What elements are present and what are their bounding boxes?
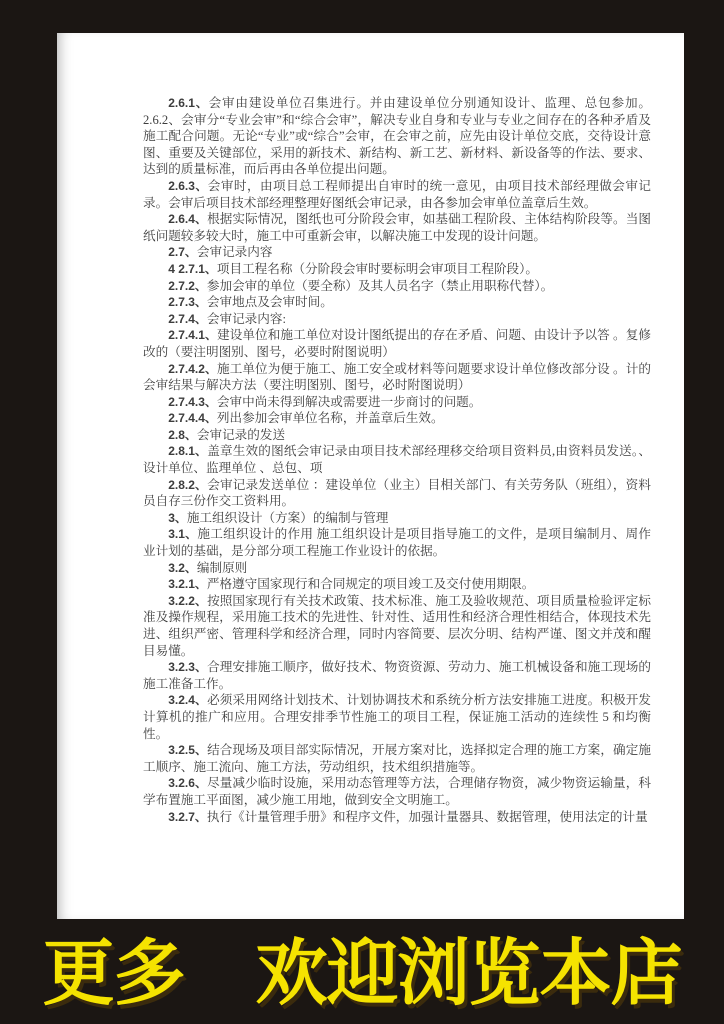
document-page bbox=[57, 33, 684, 919]
document-text-block bbox=[143, 95, 651, 825]
paragraph-number: 3.1、 bbox=[168, 527, 198, 542]
paragraph-number: 2.7.4.4、 bbox=[168, 411, 217, 426]
promo-banner-text: 更多 欢迎浏览本店 bbox=[42, 931, 682, 1015]
paragraph bbox=[143, 327, 651, 360]
paragraph bbox=[143, 261, 651, 278]
paragraph-number: 2.7.4、 bbox=[168, 311, 207, 326]
paragraph-text: 根据实际情况，图纸也可分阶段会审，如基础工程阶段、主体结构阶段等。当图纸问题较多较大时，施工中可重新会审，以解决施工中发现的设计问题。 bbox=[143, 212, 651, 243]
paragraph bbox=[143, 576, 651, 593]
paragraph-text: 按照国家现行有关技术政策、技术标准、施工及验收规范、项目质量检验评定标准及操作规程，采用施工技术的先进性、针对性、适用性和经济合理性相结合，体现技术先进、组织严密、管理科学和经济合理，同时内容简要、层次分明、结构严谨、图文并茂和醒目易懂。 bbox=[143, 593, 651, 658]
paragraph-text: 合理安排施工顺序，做好技术、物资资源、劳动力、施工机械设备和施工现场的施工准备工作。 bbox=[143, 660, 651, 691]
paragraph-text: 会审由建设单位召集进行。并由建设单位分别通知设计、监理、总包参加。 2.6.2、会审分“专业会审”和“综合会审”，解决专业自身和专业与专业之间存在的各种矛盾及施工配合问题。无论“专业”或“综合”会审，在会审之前，应先由设计单位交底，交待设计意图、重要及关键部位，采用的新技术、新结构、新工艺、新材料、新设备等的作法、要求、达到的质量标准，而后再由各单位提出问题。 bbox=[143, 96, 651, 177]
paragraph-number: 2.6.3、 bbox=[168, 178, 208, 193]
paragraph-number: 3.2.2、 bbox=[168, 593, 208, 608]
paragraph bbox=[143, 311, 651, 328]
paragraph-text: 建设单位和施工单位对设计图纸提出的存在矛盾、问题、由设计予以答 。复修改的（要注明图别、图号，必要时附图说明） bbox=[143, 328, 651, 359]
paragraph-number: 2.8.1、 bbox=[168, 444, 208, 459]
paragraph bbox=[143, 95, 651, 178]
paragraph bbox=[143, 294, 651, 311]
paragraph bbox=[143, 278, 651, 295]
paragraph bbox=[143, 427, 651, 444]
paragraph-number: 2.6.4、 bbox=[168, 212, 208, 227]
paragraph bbox=[143, 775, 651, 808]
paragraph-number: 3.2.6、 bbox=[168, 776, 208, 791]
paragraph-text: 列出参加会审单位名称，并盖章后生效。 bbox=[216, 411, 444, 426]
paragraph bbox=[143, 560, 651, 577]
paragraph bbox=[143, 809, 651, 826]
paragraph-text: 会审记录发送单位 ：建设单位（业主）目相关部门、有关劳务队（班组），资料员自存三份作交工资料用。 bbox=[143, 477, 651, 509]
paragraph bbox=[143, 443, 651, 476]
paragraph-text: 施工单位为便于施工、施工安全或材料等问题要求设计单位修改部分设 。计的会审结果与解决方法（要注明图别、图号，必时附图说明） bbox=[143, 361, 651, 393]
paragraph-text: 严格遵守国家现行和合同规定的项目竣工及交付使用期限。 bbox=[206, 577, 535, 592]
paragraph-number: 2.8、 bbox=[168, 427, 197, 442]
paragraph-number: 2.7.4.2、 bbox=[168, 361, 218, 376]
paragraph bbox=[143, 361, 651, 394]
paragraph-text: 会审记录的发送 bbox=[196, 427, 286, 442]
paragraph-number: 2.8.2、 bbox=[168, 477, 208, 492]
paragraph bbox=[143, 692, 651, 742]
paragraph bbox=[143, 394, 651, 411]
paragraph-text: 会审记录内容 bbox=[196, 245, 273, 260]
paragraph-text: 会审中尚未得到解决或需要进一步商讨的问题。 bbox=[216, 394, 482, 409]
paragraph-number: 2.6.1、 bbox=[168, 96, 209, 110]
paragraph bbox=[143, 477, 651, 510]
paragraph-number: 3.2.1、 bbox=[168, 577, 207, 592]
paragraph-text: 执行《计量管理手册》和程序文件，加强计量器具、数据管理，使用法定的计量 bbox=[206, 809, 648, 824]
paragraph-number: 3.2.5、 bbox=[168, 743, 208, 758]
paragraph-text: 施工组织设计的作用 施工组织设计是项目指导施工的文件，是项目编制月、周作业计划的基础，是分部分项工程施工作业设计的依据。 bbox=[143, 527, 651, 559]
paragraph-text: 会审时，由项目总工程师提出自审时的统一意见，由项目技术部经理做会审记录。会审后项目技术部经理整理好图纸会审记录，由各参加会审单位盖章后生效。 bbox=[143, 178, 651, 210]
paragraph-number: 2.7.4.3、 bbox=[168, 394, 217, 409]
paragraph-text: 结合现场及项目部实际情况，开展方案对比，选择拟定合理的施工方案，确定施工顺序、施工流向、施工方法，劳动组织，技术组织措施等。 bbox=[143, 743, 651, 774]
promo-banner bbox=[0, 931, 724, 1015]
paragraph-text: 会审记录内容: bbox=[206, 311, 286, 326]
paragraph-text: 必须采用网络计划技术、计划协调技术和系统分析方法安排施工进度。积极开发计算机的推广和应用。合理安排季节性施工的项目工程，保证施工活动的连续性 5 和均衡性。 bbox=[143, 693, 651, 741]
paragraph-number: 2.7.2、 bbox=[168, 278, 207, 293]
paragraph bbox=[143, 659, 651, 692]
paragraph-number: 2.7.4.1、 bbox=[168, 328, 218, 343]
paragraph bbox=[143, 244, 651, 261]
paragraph bbox=[143, 211, 651, 244]
paragraph-text: 施工组织设计（方案）的编制与管理 bbox=[186, 510, 389, 525]
paragraph-number: 2.7.3、 bbox=[168, 295, 207, 310]
paragraph-text: 编制原则 bbox=[196, 560, 248, 575]
paragraph-text: 盖章生效的图纸会审记录由项目技术部经理移交给项目资料员,由资料员发送。、设计单位、监理单位 、总包、项 bbox=[143, 444, 651, 476]
paragraph-number: 3.2.3、 bbox=[168, 660, 208, 675]
paragraph bbox=[143, 510, 651, 527]
paragraph-number: 2.7、 bbox=[168, 245, 197, 260]
paragraph-text: 参加会审的单位（要全称）及其人员名字（禁止用职称代替）。 bbox=[206, 278, 554, 293]
paragraph bbox=[143, 410, 651, 427]
paragraph bbox=[143, 593, 651, 659]
paragraph-number: 3、 bbox=[168, 510, 187, 525]
paragraph-text: 会审地点及会审时间。 bbox=[206, 295, 333, 310]
paragraph bbox=[143, 742, 651, 775]
paragraph bbox=[143, 526, 651, 559]
paragraph bbox=[143, 178, 651, 211]
paragraph-text: 尽量减少临时设施，采用动态管理等方法，合理储存物资，减少物资运输量，科学布置施工平面图，减少施工用地，做到安全文明施工。 bbox=[143, 776, 651, 807]
paragraph-number: 3.2.4、 bbox=[168, 693, 208, 708]
paragraph-text: 项目工程名称（分阶段会审时要标明会审项目工程阶段）。 bbox=[216, 261, 539, 276]
paragraph-number: 3.2、 bbox=[168, 560, 197, 575]
paragraph-number: 3.2.7、 bbox=[168, 809, 207, 824]
paragraph-number: 4 2.7.1、 bbox=[168, 261, 217, 276]
